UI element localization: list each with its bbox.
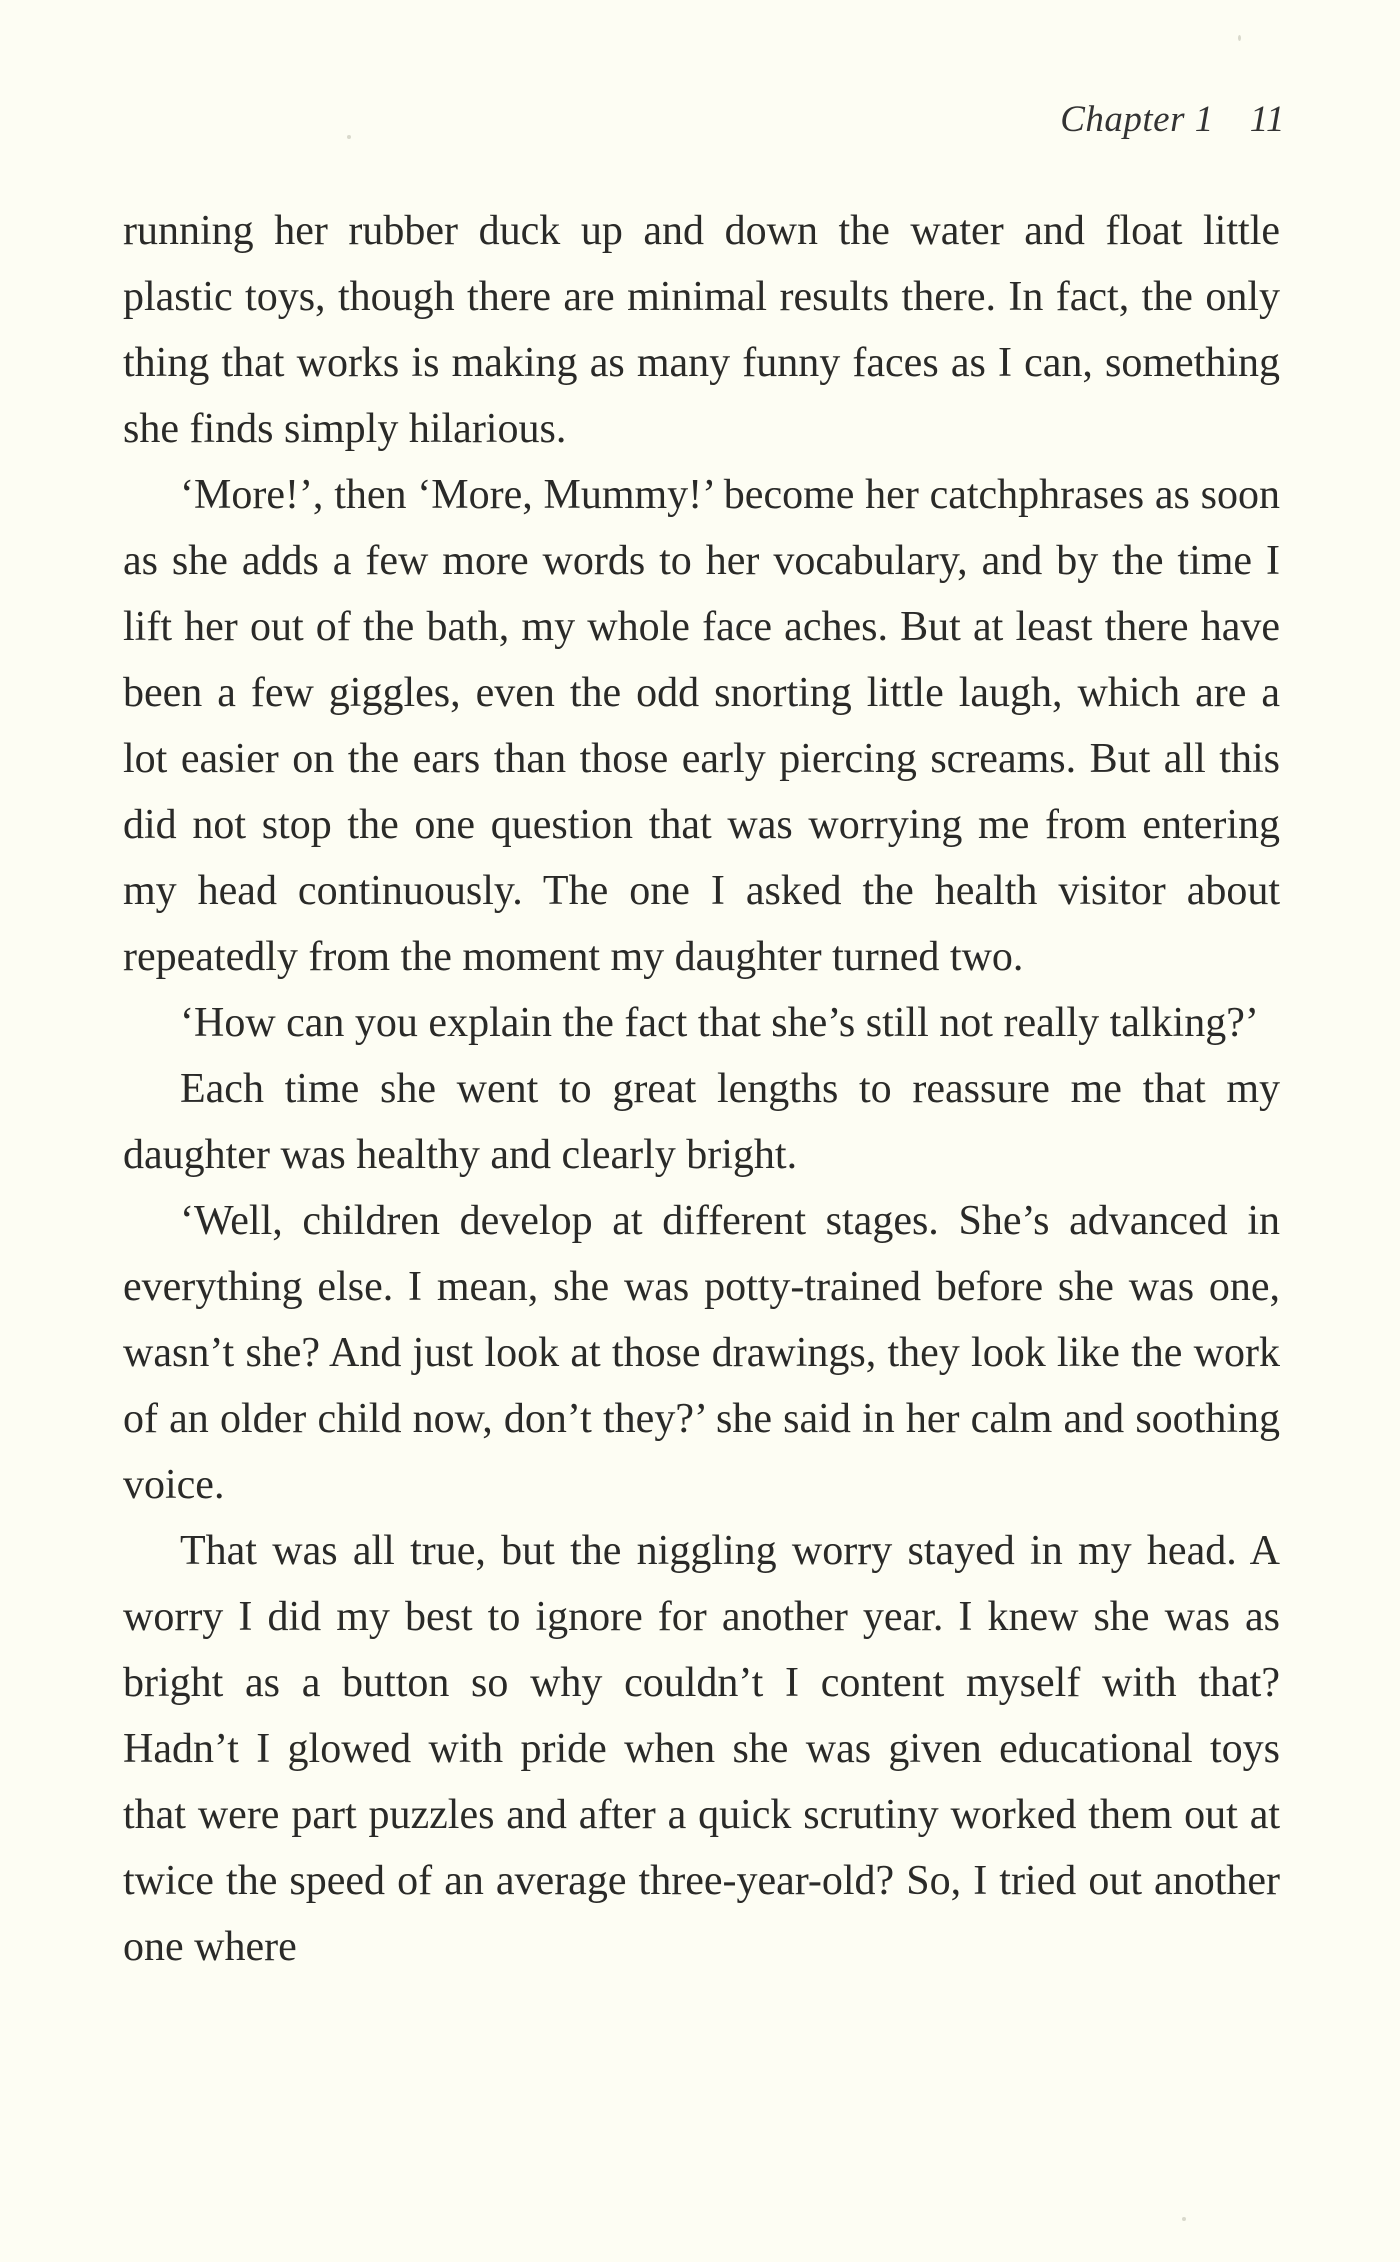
paragraph: ‘More!’, then ‘More, Mummy!’ become her catchphrases as soon as she adds a few more words to her vocabulary, and by the time I lift her out of the bath, my whole face aches. But at least there have been a few giggles, even the odd snorting little laugh, which are a lot easier on the ears than those early piercing screams. But all this did not stop the one question that was worrying me from entering my head continuously. The one I asked the health visitor about repeatedly from the moment my daughter turned two. xyxy=(123,472,1280,980)
paragraph: running her rubber duck up and down the water and float little plastic toys, though there are minimal results there. In fact, the only thing that works is making as many funny faces as I can, something she finds simply hilarious. xyxy=(123,208,1280,452)
page-number: 11 xyxy=(1249,99,1285,140)
paragraph: ‘How can you explain the fact that she’s still not really talking?’ xyxy=(180,1000,1259,1046)
paper-speck xyxy=(347,135,351,139)
paper-speck xyxy=(1238,35,1241,41)
chapter-title: Chapter 1 xyxy=(1060,99,1214,140)
paragraph: ‘Well, children develop at different stages. She’s advanced in everything else. I mean, she was potty-trained before she was one, wasn’t she? And just look at those drawings, they look like the work of an older child now, don’t they?’ she said in her calm and soothing voice. xyxy=(123,1198,1280,1508)
paper-speck xyxy=(1182,2217,1186,2221)
paragraph: Each time she went to great lengths to reassure me that my daughter was healthy and clearly bright. xyxy=(123,1066,1280,1178)
running-head xyxy=(1060,98,1285,141)
paragraph: That was all true, but the niggling worry stayed in my head. A worry I did my best to ignore for another year. I knew she was as bright as a button so why couldn’t I content myself with that? Hadn’t I glowed with pride when she was given educational toys that were part puzzles and after a quick scrutiny worked them out at twice the speed of an average three-year-old? So, I tried out another one where xyxy=(123,1528,1280,1970)
body-text xyxy=(123,198,1280,1980)
